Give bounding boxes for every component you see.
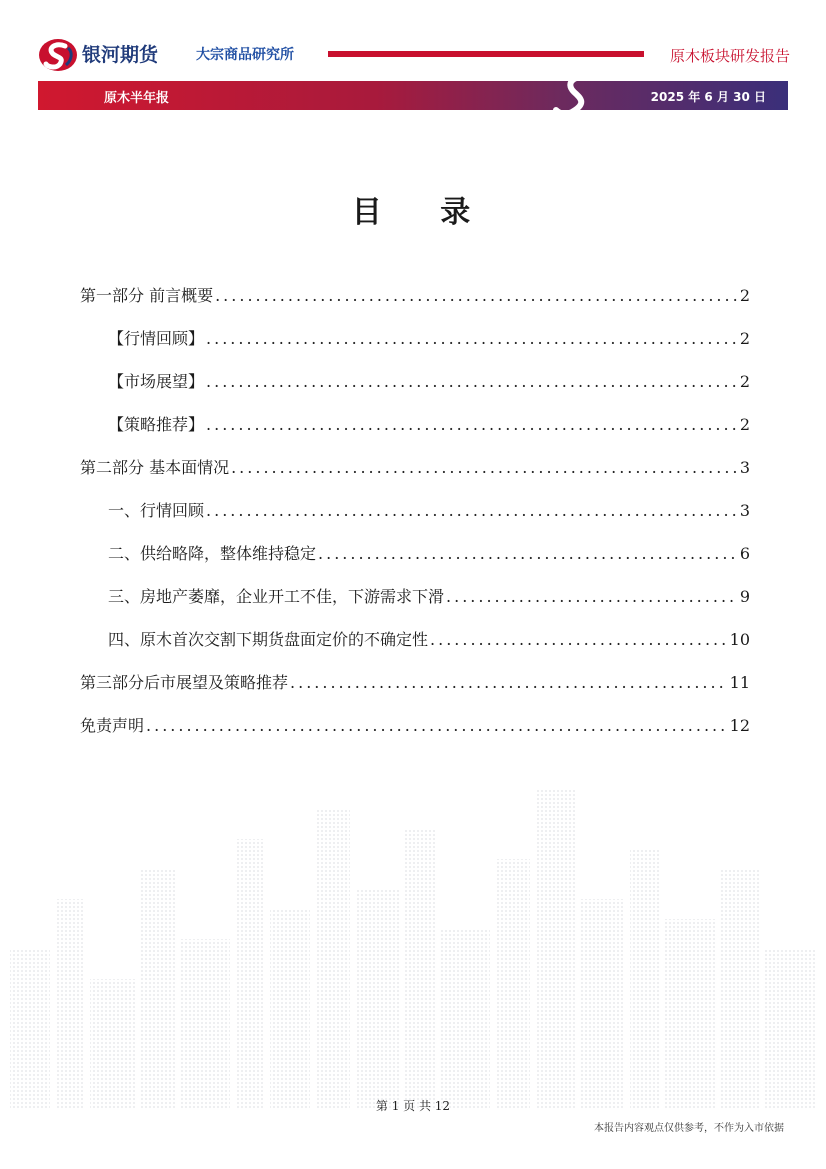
- toc-leader: [446, 587, 738, 606]
- toc-entry-page: 3: [739, 501, 750, 520]
- toc-leader: [146, 716, 728, 735]
- toc-entry-title: 第三部分后市展望及策略推荐: [80, 673, 289, 692]
- report-type: 原木板块研发报告: [669, 47, 790, 65]
- toc-entry-title: 【策略推荐】: [108, 415, 205, 434]
- toc-leader: [206, 372, 738, 391]
- toc-entry-title: 【行情回顾】: [108, 329, 205, 348]
- toc-entry-title: 第一部分 前言概要: [80, 286, 214, 305]
- swoosh-icon: [552, 74, 602, 116]
- disclaimer-note: 本报告内容观点仅供参考，不作为入市依据: [594, 1123, 784, 1134]
- toc-entry[interactable]: [80, 412, 750, 455]
- page-number: 第 1 页 共 12: [375, 1099, 451, 1113]
- toc-entry-page: 9: [739, 587, 750, 606]
- toc-entry-title: 【市场展望】: [108, 372, 205, 391]
- toc-entry[interactable]: [80, 498, 750, 541]
- toc-entry-title: 第二部分 基本面情况: [80, 458, 230, 477]
- toc-entry-title: 四、原木首次交割下期货盘面定价的不确定性: [108, 630, 429, 649]
- brand-name: 银河期货: [82, 44, 159, 66]
- toc-leader: [430, 630, 728, 649]
- band-title: 原木半年报: [104, 91, 170, 106]
- toc-entry-page: 12: [729, 716, 750, 735]
- toc-entry-page: 2: [739, 372, 750, 391]
- toc-entry[interactable]: [80, 584, 750, 627]
- toc-entry[interactable]: [80, 326, 750, 369]
- galaxy-futures-logo: [38, 38, 78, 72]
- toc-entry-page: 2: [739, 286, 750, 305]
- toc-entry-title: 免责声明: [80, 716, 145, 735]
- institute-name: 大宗商品研究所: [196, 47, 294, 63]
- toc-leader: [318, 544, 738, 563]
- toc-entry[interactable]: [80, 541, 750, 584]
- toc-leader: [206, 415, 738, 434]
- toc-entry-page: 2: [739, 329, 750, 348]
- toc-entry[interactable]: [80, 670, 750, 713]
- toc-entry-title: 二、供给略降，整体维持稳定: [108, 544, 317, 563]
- toc-entry-page: 11: [729, 673, 750, 692]
- toc-entry-page: 10: [729, 630, 750, 649]
- toc-entry[interactable]: [80, 369, 750, 412]
- city-skyline-watermark: [0, 749, 826, 1109]
- table-of-contents: [80, 283, 750, 756]
- report-date: 2025 年 6 月 30 日: [650, 90, 766, 104]
- header-rule: [328, 51, 644, 57]
- toc-entry[interactable]: [80, 627, 750, 670]
- toc-entry[interactable]: [80, 283, 750, 326]
- toc-leader: [290, 673, 728, 692]
- toc-entry-title: 一、行情回顾: [108, 501, 205, 520]
- toc-leader: [231, 458, 738, 477]
- toc-leader: [206, 329, 738, 348]
- toc-entry[interactable]: [80, 455, 750, 498]
- toc-leader: [215, 286, 738, 305]
- toc-heading: 目 录: [351, 195, 495, 230]
- toc-leader: [206, 501, 738, 520]
- toc-entry-page: 2: [739, 415, 750, 434]
- toc-entry-page: 3: [739, 458, 750, 477]
- toc-entry-page: 6: [739, 544, 750, 563]
- toc-entry-title: 三、房地产萎靡，企业开工不佳，下游需求下滑: [108, 587, 445, 606]
